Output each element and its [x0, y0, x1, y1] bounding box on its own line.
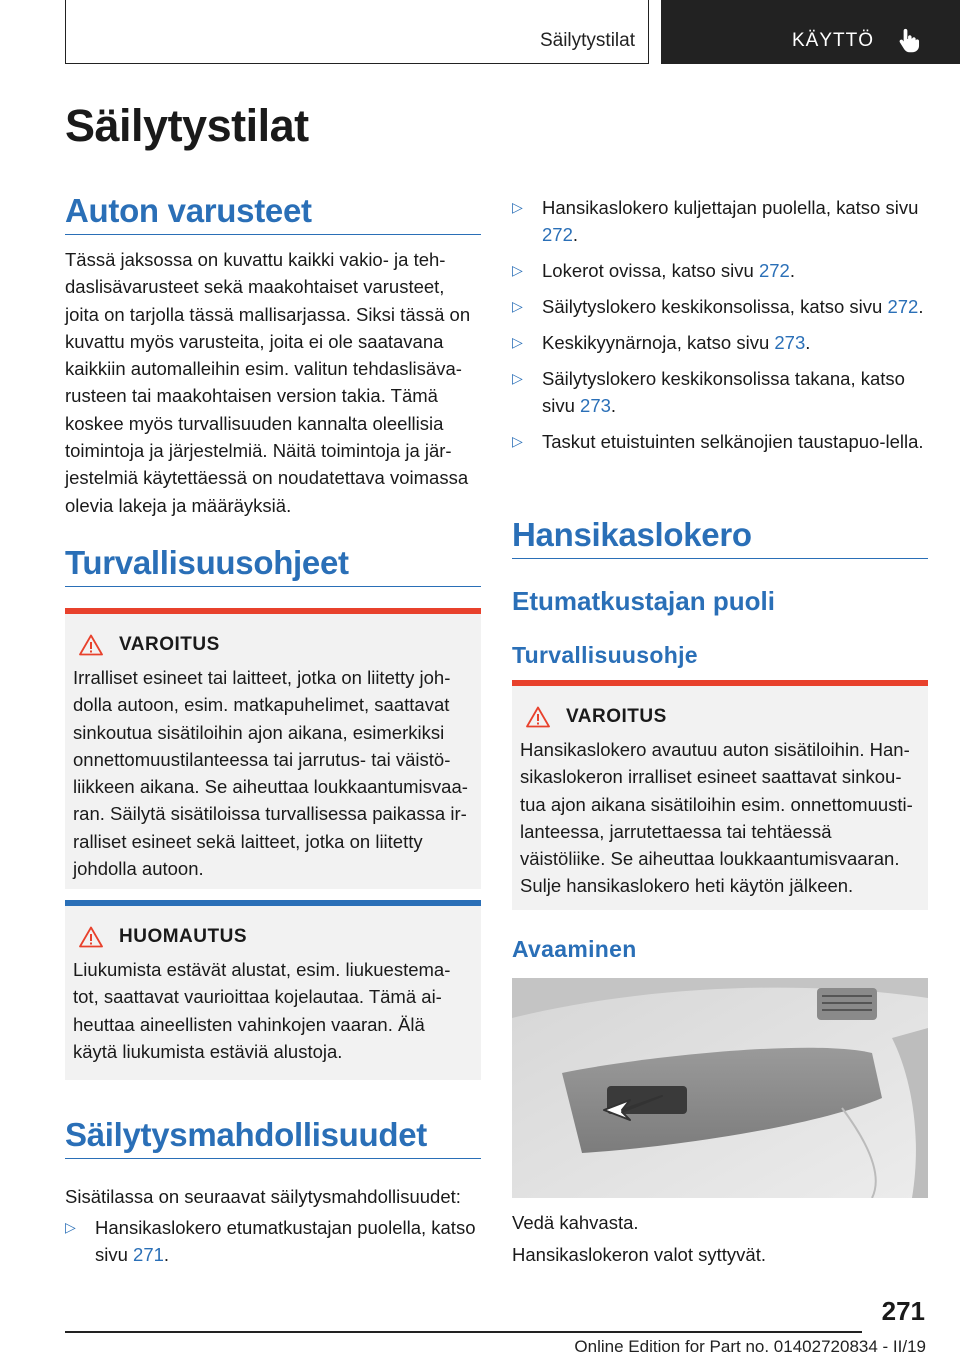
header-chapter-label: KÄYTTÖ	[792, 30, 875, 51]
warning-text: Hansikaslokero avautuu auton sisätiloihin. Han-sikaslokeron irralliset esineet saattavat sinkou-tua ajon aikana sisätiloihin esim. onnettomuusti-lanteessa, jarrutettaessa tai tehtäessä väistöliike. Se aiheuttaa loukkaantumisvaaran. Sulje hansikaslokero heti käytön jälkeen.	[520, 739, 913, 897]
notice-title: HUOMAUTUS	[119, 926, 247, 947]
paragraph-auton-varusteet: Tässä jaksossa on kuvattu kaikki vakio- ja teh-daslisävarusteet sekä maakohtaiset varusteet, joita on tarjolla tässä mallisarjassa. Siksi tässä on kuvattu myös varusteita, joita ei ole saatavana kaikkiin automalleihin esim. valitun tehdaslisäva-rusteen tai maakohtaisen version takia. Tämä koskee myös turvallisuuden kannalta oleellisia toimintoja ja järjestelmiä. Näitä toimintoja ja jär-jestelmiä käytettäessä on noudatettava voimassa olevia lakeja ja määräyksiä.	[65, 249, 471, 516]
warning-text: Irralliset esineet tai laitteet, jotka on liitetty joh-dolla autoon, esim. matkapuhelimet, saattavat sinkoutua sisätiloihin ajon aikana, esimerkiksi onnettomuustilanteessa tai jarrutus- tai väistö-liikkeen aikana. Se aiheuttaa loukkaantumisvaa-ran. Säilytä sisätiloissa turvallisessa paikassa ir-ralliset esineet sekä laitteet, jotka on liitetty johdolla autoon.	[73, 667, 468, 880]
page-link[interactable]: 271	[133, 1244, 164, 1266]
heading-turvallisuusohje: Turvallisuusohje	[512, 642, 698, 668]
triangle-bullet-icon: ▷	[65, 1219, 76, 1235]
paragraph-veda: Vedä kahvasta.	[512, 1212, 639, 1233]
triangle-bullet-icon: ▷	[512, 433, 523, 450]
triangle-bullet-icon: ▷	[512, 199, 523, 215]
warning-title: VAROITUS	[566, 706, 667, 727]
list-item: ▷ Lokerot ovissa, katso sivu 272.	[512, 257, 928, 284]
heading-auton-varusteet: Auton varusteet	[65, 192, 481, 235]
list-item: ▷ Säilytyslokero keskikonsolissa, katso sivu 272.	[512, 293, 928, 320]
warning-box-right	[512, 680, 928, 910]
notice-box	[65, 900, 481, 1080]
list-item: ▷ Hansikaslokero kuljettajan puolella, katso sivu 272.	[512, 194, 928, 249]
heading-hansikaslokero: Hansikaslokero	[512, 516, 928, 559]
triangle-bullet-icon: ▷	[512, 298, 523, 315]
page-link[interactable]: 273	[580, 395, 611, 417]
footer-edition: Online Edition for Part no. 01402720834 - II/19	[574, 1337, 926, 1356]
air-vent	[817, 988, 877, 1020]
page-link[interactable]: 272	[758, 260, 790, 282]
list-item: ▷ Säilytyslokero keskikonsolissa takana, katso sivu 273.	[512, 365, 928, 420]
hand-pointer-icon	[895, 26, 923, 54]
heading-etumatkustajan-puoli: Etumatkustajan puoli	[512, 586, 775, 616]
paragraph-sailytys: Sisätilassa on seuraavat säilytysmahdollisuudet:	[65, 1186, 461, 1207]
page-number: 271	[881, 1296, 925, 1326]
page-link[interactable]: 272	[887, 296, 919, 318]
storage-list-left	[65, 1214, 481, 1277]
page-link[interactable]: 272	[542, 224, 573, 246]
triangle-bullet-icon: ▷	[512, 369, 523, 386]
header-section-title: Säilytystilat	[539, 30, 635, 51]
page-link[interactable]: 273	[774, 331, 806, 353]
page-title: Säilytystilat	[65, 100, 309, 151]
warning-box-left	[65, 608, 481, 889]
warning-triangle-icon	[526, 706, 550, 728]
heading-turvallisuusohjeet: Turvallisuusohjeet	[65, 544, 481, 587]
warning-triangle-icon	[79, 634, 103, 656]
list-item: ▷ Hansikaslokero etumatkustajan puolella, katso sivu 271.	[65, 1214, 481, 1269]
list-item: ▷ Keskikyynärnoja, katso sivu 273.	[512, 329, 928, 356]
warning-title: VAROITUS	[119, 634, 220, 655]
notice-text: Liukumista estävät alustat, esim. liukuestema-tot, saattavat vaurioittaa kojelautaa. Tämä ai-heuttaa aineellisten vahinkojen vaaran. Älä käytä liukumista estäviä alustoja.	[73, 959, 451, 1062]
heading-avaaminen: Avaaminen	[512, 936, 637, 962]
triangle-bullet-icon: ▷	[512, 333, 523, 350]
triangle-bullet-icon: ▷	[512, 262, 523, 279]
paragraph-valot: Hansikaslokeron valot syttyvät.	[512, 1244, 766, 1265]
storage-list-right	[512, 194, 928, 464]
warning-triangle-icon	[79, 926, 103, 948]
footer-divider	[65, 1331, 862, 1333]
list-item: ▷ Taskut etuistuinten selkänojien taustapuo-lella.	[512, 428, 928, 455]
header-chapter-tab[interactable]	[661, 0, 960, 64]
glovebox-photo	[512, 978, 928, 1198]
heading-sailytysmahdollisuudet: Säilytysmahdollisuudet	[65, 1116, 481, 1159]
